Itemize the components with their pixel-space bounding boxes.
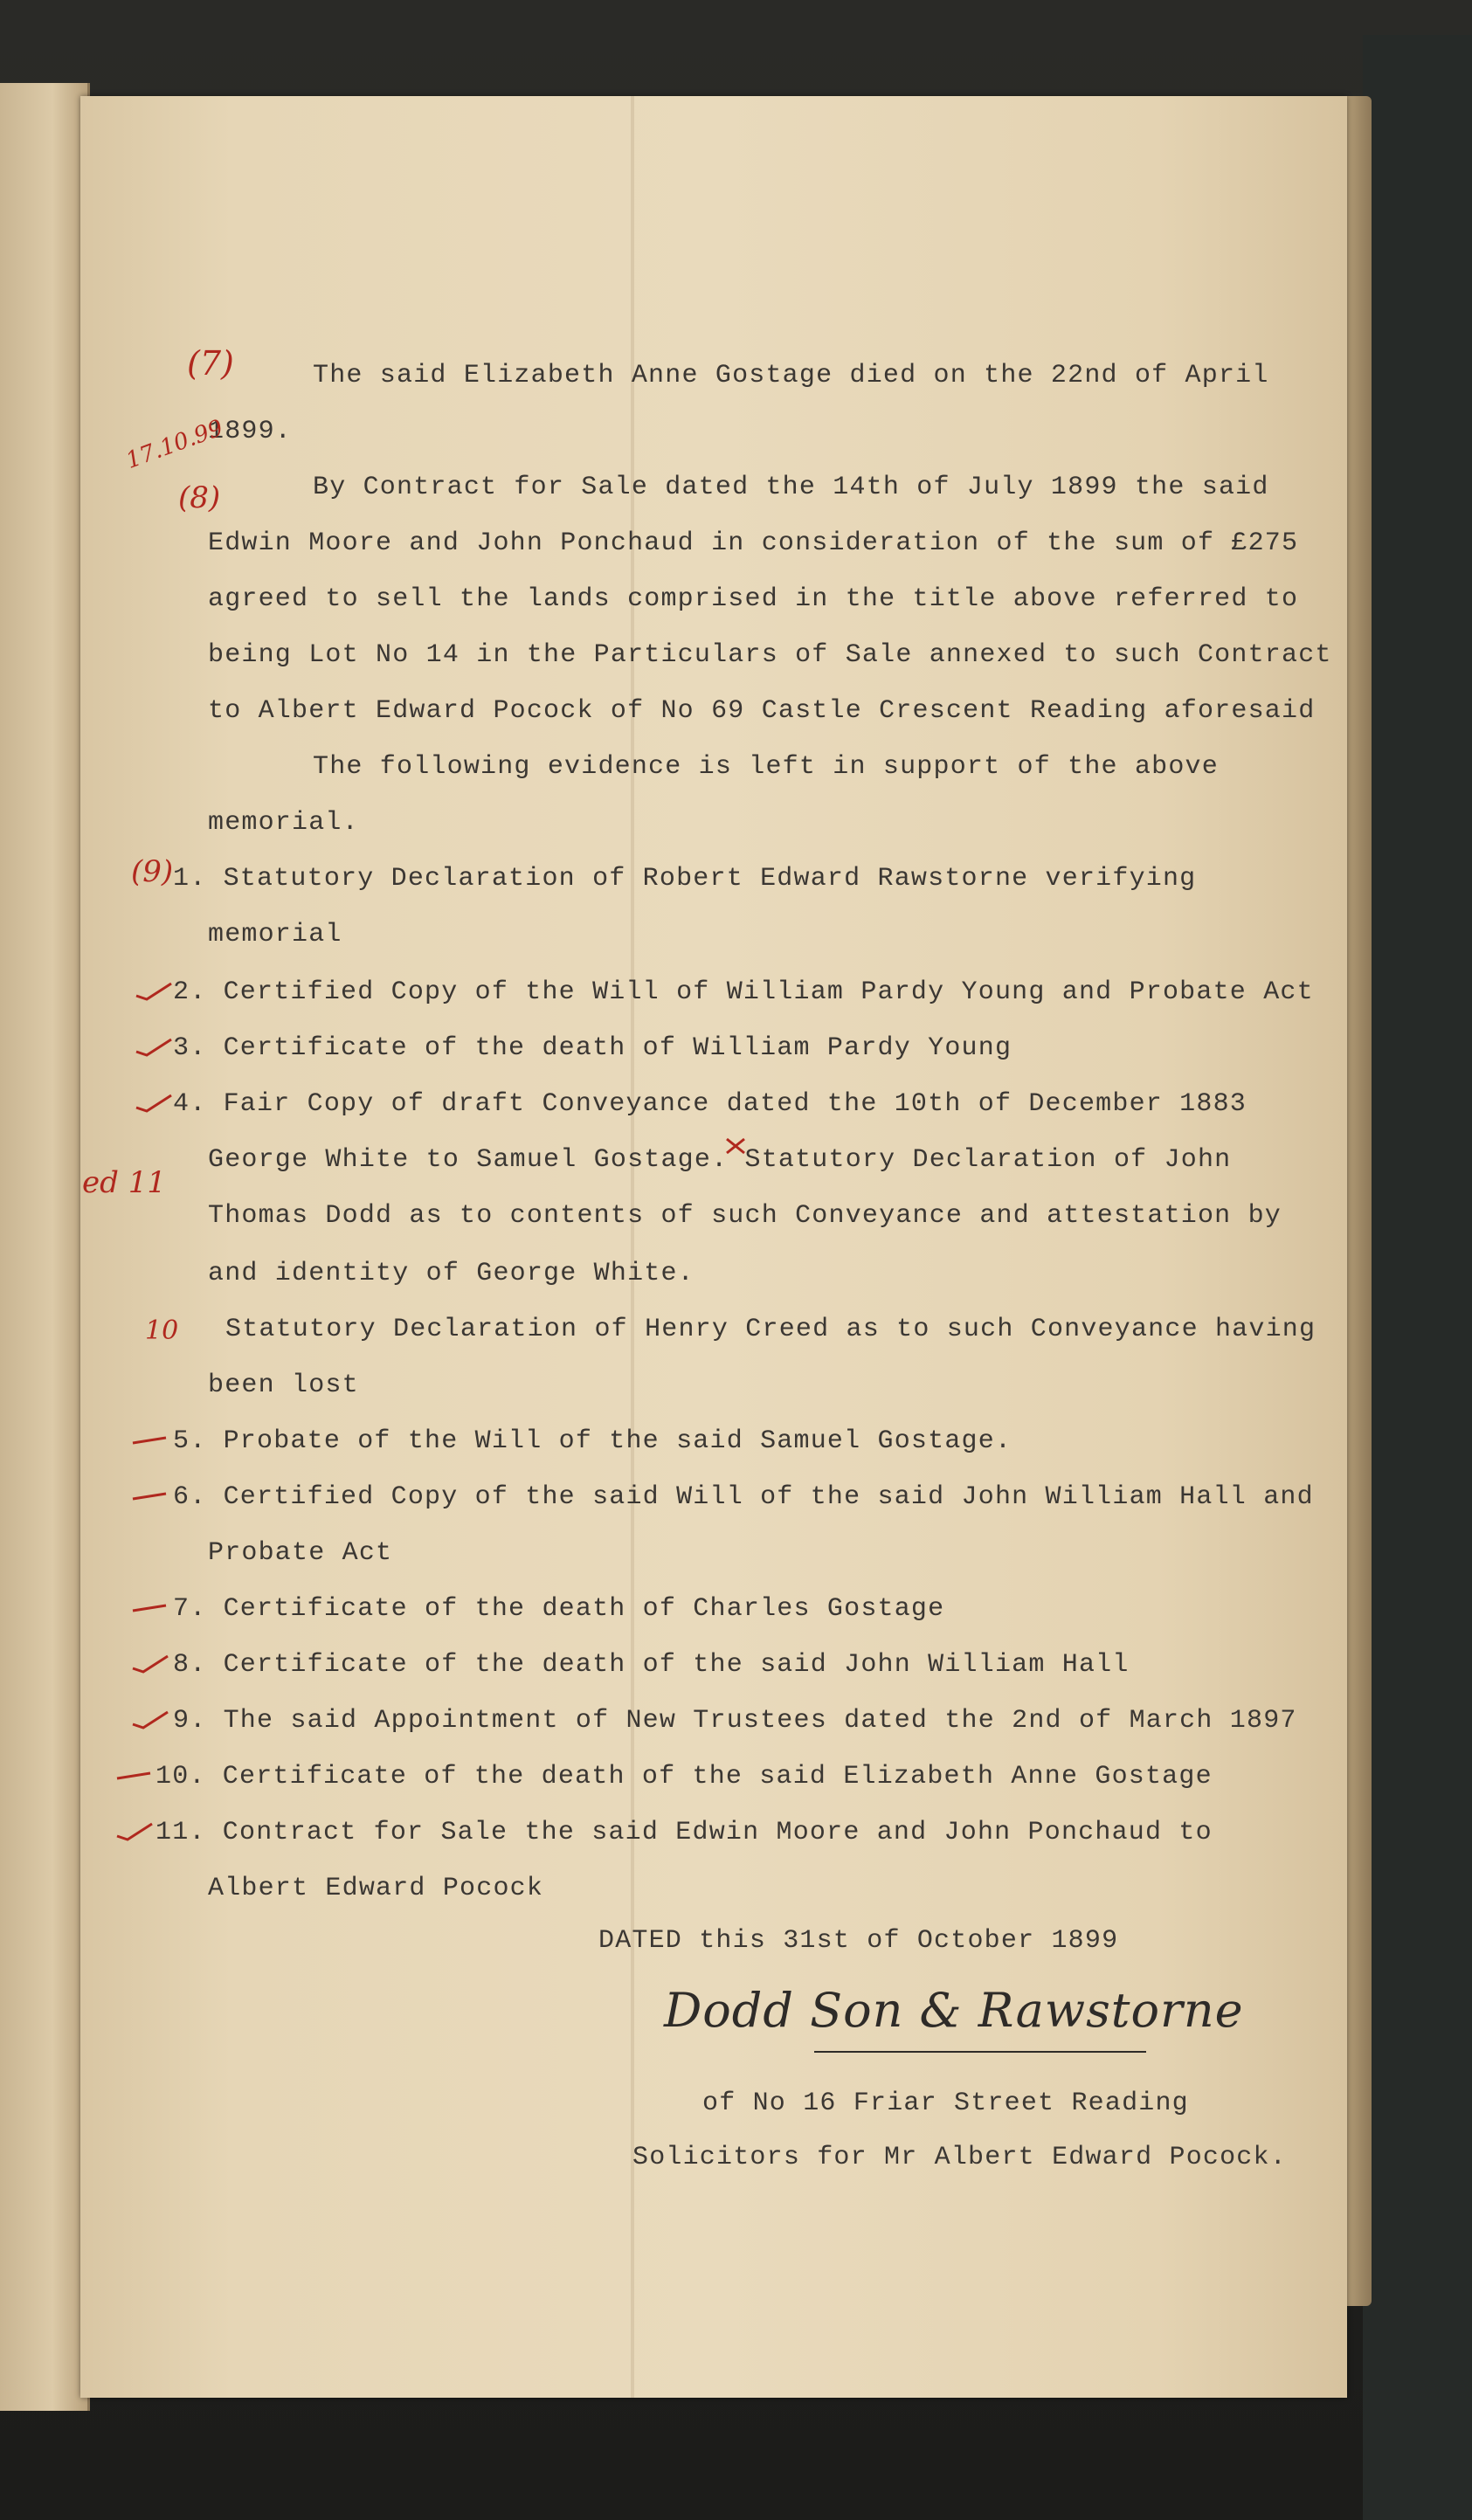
date-line: DATED this 31st of October 1899 [598,1926,1119,1956]
margin-note: 10 [145,1315,179,1346]
evidence-item: 2. Certified Copy of the Will of William Pardy Young and Probate Act [173,977,1314,1007]
margin-note: (8) [178,480,221,515]
check-mark-icon [131,1431,169,1450]
check-mark-icon [115,1766,154,1785]
insertion-mark-icon [718,1137,757,1156]
doc-line: and identity of George White. [208,1259,695,1288]
margin-note: 17.10.99 [122,415,227,474]
check-mark-icon [131,1598,169,1618]
doc-line: Edwin Moore and John Ponchaud in consideration of the sum of £275 [208,528,1299,558]
check-mark-icon [135,982,173,1001]
check-mark-icon [131,1710,169,1729]
check-mark-icon [115,1822,154,1841]
margin-note: (7) [187,344,234,383]
doc-line: The following evidence is left in support of the above [313,752,1219,782]
evidence-item: 1. Statutory Declaration of Robert Edward Rawstorne verifying [173,864,1197,894]
page-crease [631,96,634,2398]
evidence-item: 3. Certificate of the death of William Pardy Young [173,1033,1012,1063]
doc-line: being Lot No 14 in the Particulars of Sale annexed to such Contract [208,640,1332,670]
doc-line: 1899. [208,417,293,446]
signature-underline [814,2051,1146,2053]
doc-line: By Contract for Sale dated the 14th of July 1899 the said [313,473,1269,502]
doc-line: Probate Act [208,1538,393,1568]
solicitors-line: Solicitors for Mr Albert Edward Pocock. [632,2143,1287,2172]
doc-line: agreed to sell the lands comprised in the title above referred to [208,584,1299,614]
margin-note: ed 11 [82,1165,166,1200]
evidence-item: 6. Certified Copy of the said Will of the said John William Hall and [173,1482,1314,1512]
margin-note: (9) [131,854,174,889]
evidence-item: 7. Certificate of the death of Charles Gostage [173,1594,945,1624]
doc-line: George White to Samuel Gostage. Statutory Declaration of John [208,1145,1232,1175]
doc-line: Statutory Declaration of Henry Creed as to such Conveyance having [225,1315,1317,1344]
book-board [1363,35,1472,2520]
check-mark-icon [131,1654,169,1674]
check-mark-icon [135,1094,173,1113]
evidence-item: 9. The said Appointment of New Trustees dated the 2nd of March 1897 [173,1706,1297,1736]
doc-line: to Albert Edward Pocock of No 69 Castle Crescent Reading aforesaid [208,696,1316,726]
doc-line: memorial [208,920,342,949]
evidence-item: 4. Fair Copy of draft Conveyance dated the 10th of December 1883 [173,1089,1247,1119]
address-line: of No 16 Friar Street Reading [702,2088,1189,2118]
evidence-item: 8. Certificate of the death of the said John William Hall [173,1650,1130,1680]
document-page [80,96,1347,2398]
handwritten-signature: Dodd Son & Rawstorne [664,1983,1244,2038]
doc-line: been lost [208,1370,359,1400]
doc-line: memorial. [208,808,359,838]
evidence-item: 5. Probate of the Will of the said Samuel Gostage. [173,1426,1012,1456]
evidence-item: 10. Certificate of the death of the said Elizabeth Anne Gostage [155,1762,1213,1792]
doc-line: Thomas Dodd as to contents of such Conveyance and attestation by [208,1201,1282,1231]
check-mark-icon [131,1487,169,1506]
doc-line: Albert Edward Pocock [208,1874,544,1903]
doc-line: The said Elizabeth Anne Gostage died on the 22nd of April [313,361,1269,390]
evidence-item: 11. Contract for Sale the said Edwin Moore and John Ponchaud to [155,1818,1213,1847]
facing-page-edge [0,83,90,2411]
check-mark-icon [135,1038,173,1057]
